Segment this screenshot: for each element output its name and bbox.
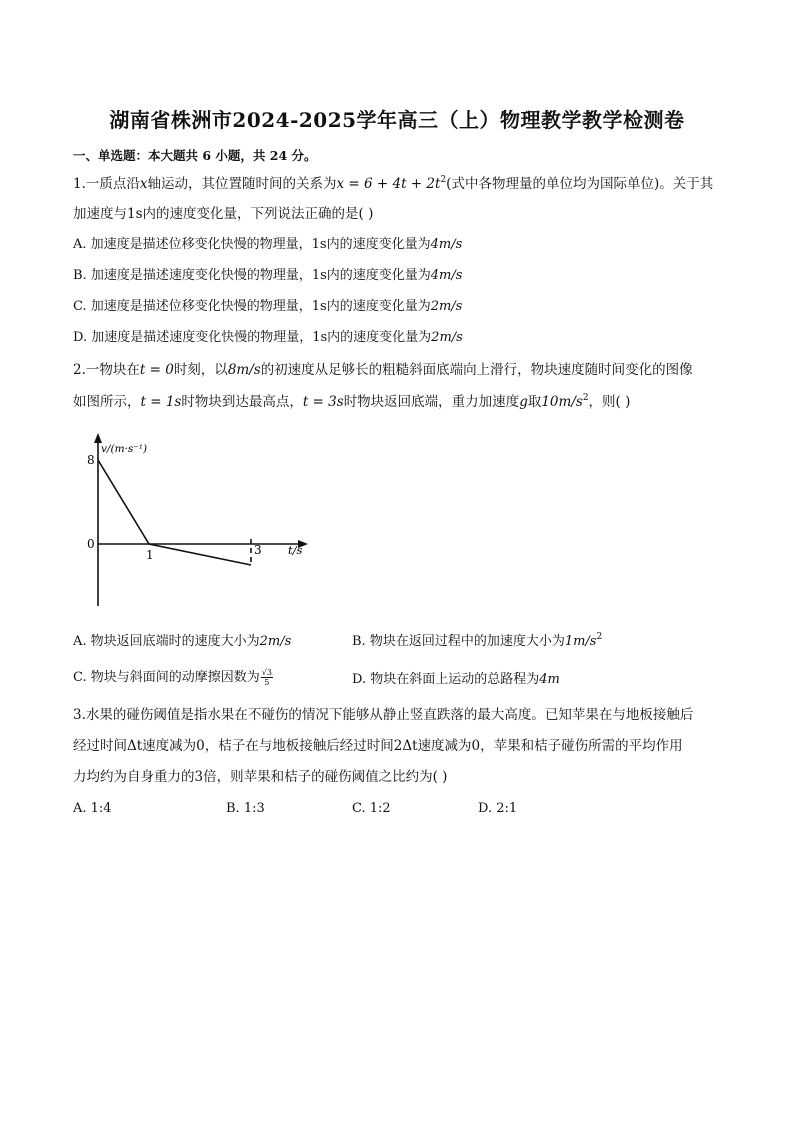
series-line [98,460,251,565]
q2-stem-line2: 如图所示，t = 1s时物块到达最高点，t = 3s时物块返回底端，重力加速度g取$10m/s^2$，则( ) [73,393,631,410]
tick-label-y-8: 8 [87,453,95,467]
tick-label-y-0: 0 [87,537,95,551]
q2-option-a[interactable]: A. 物块返回底端时的速度大小为2m/s [73,634,292,649]
q3-stem-line2: 经过时间Δt速度减为0，桔子在与地板接触后经过时间2Δt速度减为0，苹果和桔子碰伤所需的平均作用 [73,738,683,754]
y-axis-label: v/(m·s⁻¹) [101,443,148,455]
page-title: 湖南省株洲市2024-2025学年高三（上）物理教学教学检测卷 [109,108,685,132]
tick-label-x-3: 3 [254,543,262,557]
q3-option-c[interactable]: C. 1:2 [352,801,391,816]
q2-stem-line1: 2.一物块在t = 0时刻，以8m/s的初速度从足够长的粗糙斜面底端向上滑行，物块速度随时间变化的图像 [73,362,693,378]
x-axis-label: t/s [288,543,303,557]
graph-layer [87,433,308,606]
q3-option-a[interactable]: A. 1:4 [73,801,112,816]
q2-option-c[interactable]: C. 物块与斜面间的动摩擦因数为 $\frac{√3}{5}$ [73,668,272,687]
q1-stem-line2: 加速度与1s内的速度变化量，下列说法正确的是( ) [73,206,374,222]
vt-graph [70,428,330,628]
q2-option-b[interactable]: B. 物块在返回过程中的加速度大小为$1m/s^2$ [352,632,603,649]
q1-stem-line1: 1.一质点沿x轴运动，其位置随时间的关系为$x = 6 + 4t + 2t^2$(式中各物理量的单位均为国际单位)。关于其 [73,175,714,192]
q2-option-d[interactable]: D. 物块在斜面上运动的总路程为4m [352,672,560,687]
tick-label-x-1: 1 [146,548,154,562]
q1-option-c[interactable]: C. 加速度是描述位移变化快慢的物理量，1s内的速度变化量为2m/s [73,299,463,314]
q1-option-b[interactable]: B. 加速度是描述速度变化快慢的物理量，1s内的速度变化量为4m/s [73,268,463,283]
q3-stem-line1: 3.水果的碰伤阈值是指水果在不碰伤的情况下能够从静止竖直跌落的最大高度。已知苹果在与地板接触后 [73,707,694,723]
q3-option-b[interactable]: B. 1:3 [226,801,265,816]
q1-option-d[interactable]: D. 加速度是描述速度变化快慢的物理量，1s内的速度变化量为2m/s [73,330,463,345]
y-axis-arrow [94,433,102,443]
fraction: $\frac{√3}{5}$ [261,668,272,687]
section-heading: 一、单选题：本大题共 6 小题，共 24 分。 [73,148,317,163]
q3-option-d[interactable]: D. 2:1 [478,801,518,816]
q3-stem-line3: 力均约为自身重力的3倍，则苹果和桔子的碰伤阈值之比约为( ) [73,769,448,785]
q1-option-a[interactable]: A. 加速度是描述位移变化快慢的物理量，1s内的速度变化量为4m/s [73,237,463,252]
